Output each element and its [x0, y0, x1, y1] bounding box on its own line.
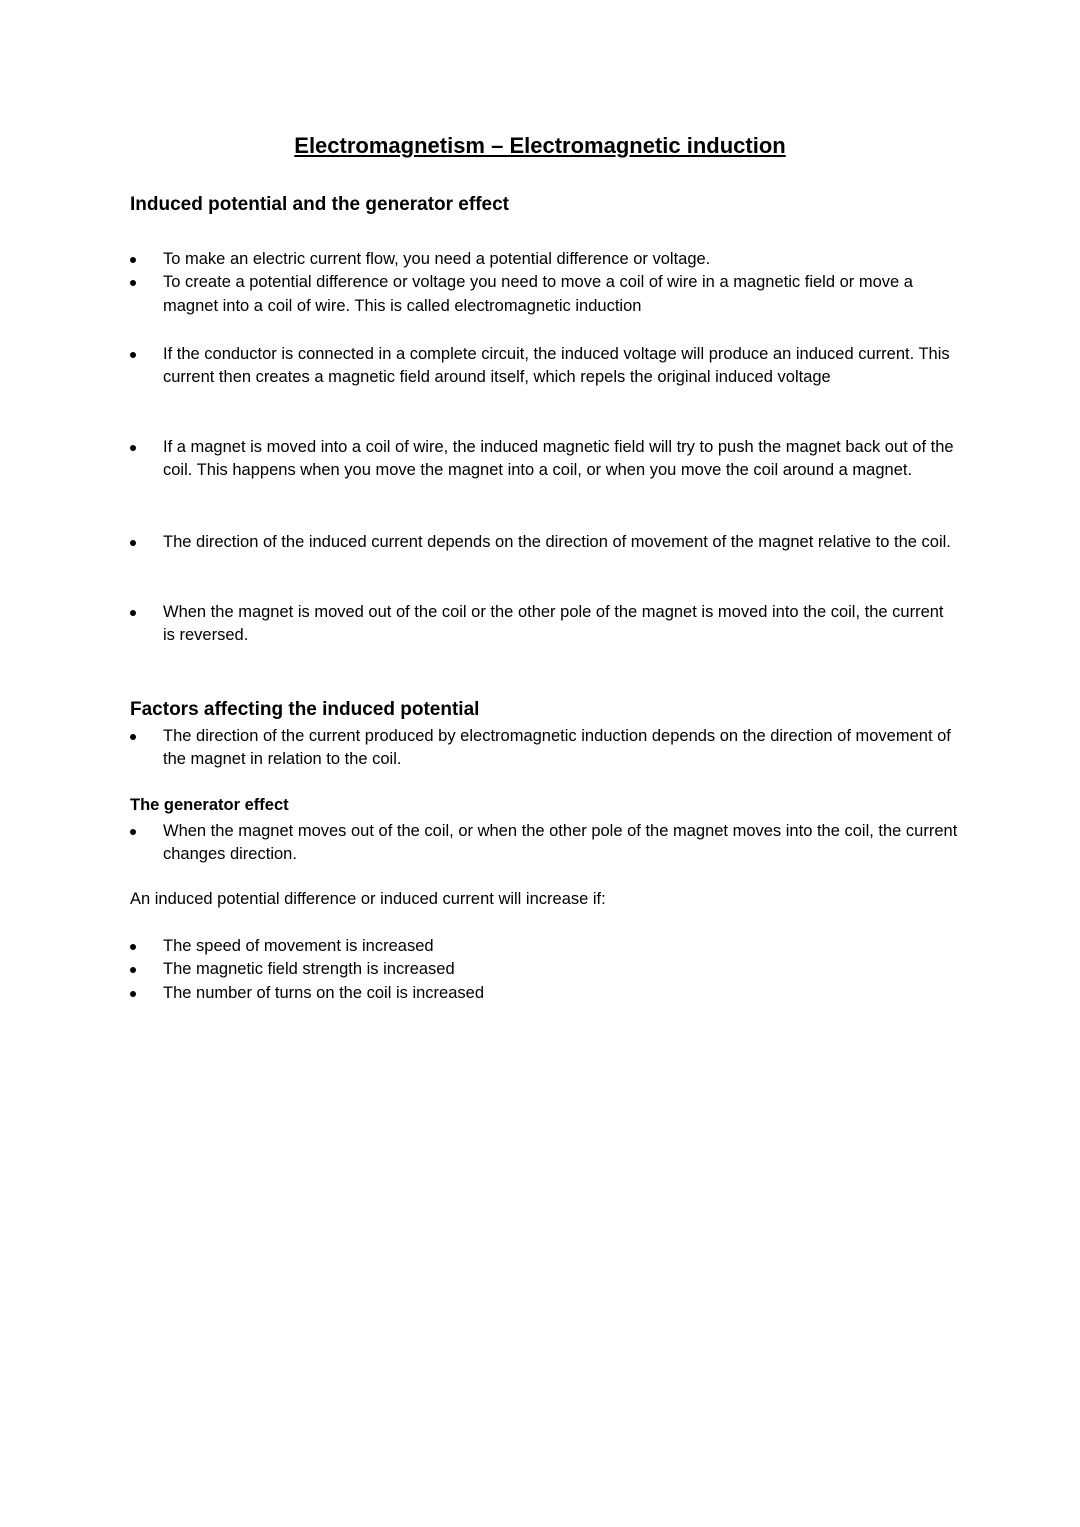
bullet-list-induced-group-3 [0, 436, 1080, 483]
increase-intro-text: An induced potential difference or induced current will increase if: [130, 890, 606, 908]
page-title: Electromagnetism – Electromagnetic induction [294, 133, 786, 158]
list-item: The magnetic field strength is increased [0, 958, 1080, 981]
list-item: The direction of the induced current depends on the direction of movement of the magnet relative to the coil. [0, 531, 1080, 554]
bullet-list-induced-group-2 [0, 343, 1080, 390]
list-item: When the magnet moves out of the coil, or when the other pole of the magnet moves into the coil, the current changes direction. [0, 820, 1080, 867]
list-item: The direction of the current produced by electromagnetic induction depends on the direction of movement of the magnet in relation to the coil. [0, 725, 1080, 772]
section-heading-factors: Factors affecting the induced potential [130, 699, 480, 720]
list-item: If a magnet is moved into a coil of wire, the induced magnetic field will try to push the magnet back out of the coil. This happens when you move the magnet into a coil, or when you move the coil around a magnet. [0, 436, 1080, 483]
list-item: The speed of movement is increased [0, 935, 1080, 958]
list-item: The number of turns on the coil is increased [0, 982, 1080, 1005]
bullet-list-increase [0, 935, 1080, 1005]
bullet-list-generator [0, 820, 1080, 867]
list-item: To make an electric current flow, you need a potential difference or voltage. [0, 248, 1080, 271]
list-item: If the conductor is connected in a complete circuit, the induced voltage will produce an induced current. This current then creates a magnetic field around itself, which repels the original induced voltage [0, 343, 1080, 390]
list-item: When the magnet is moved out of the coil or the other pole of the magnet is moved into the coil, the current is reversed. [0, 601, 1080, 648]
list-item: To create a potential difference or voltage you need to move a coil of wire in a magnetic field or move a magnet into a coil of wire. This is called electromagnetic induction [0, 271, 1080, 318]
section-heading-generator-effect: The generator effect [130, 796, 289, 814]
bullet-list-induced-group-4 [0, 531, 1080, 554]
bullet-list-induced-group-5 [0, 601, 1080, 648]
section-heading-induced-potential: Induced potential and the generator effect [130, 194, 509, 215]
bullet-list-induced-group-1 [0, 248, 1080, 318]
bullet-list-factors [0, 725, 1080, 772]
